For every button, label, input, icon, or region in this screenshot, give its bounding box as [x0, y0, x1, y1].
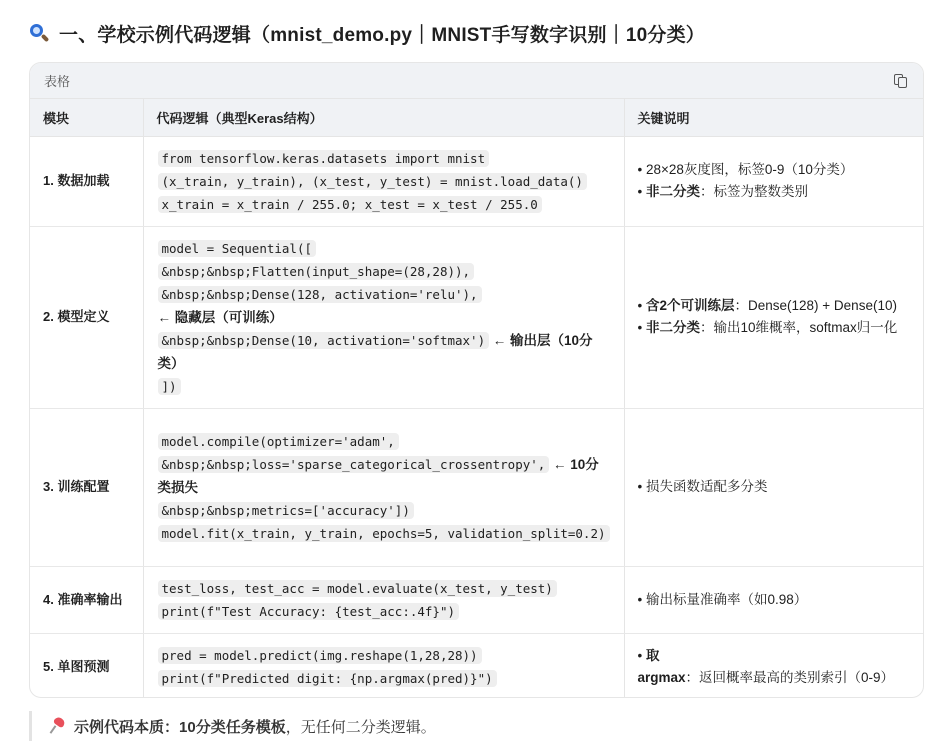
code-line [158, 522, 610, 545]
pushpin-icon [50, 718, 66, 734]
code-snippet: print(f"Predicted digit: {np.argmax(pred)}") [158, 670, 497, 687]
section-heading [29, 20, 705, 46]
quote-suffix: ，无任何二分类逻辑。 [285, 718, 436, 736]
notes-cell [624, 408, 923, 566]
code-line [158, 644, 610, 667]
table-row [30, 226, 923, 408]
bullet-emphasis: 含2个可训练层 [645, 298, 735, 313]
table-row [30, 408, 923, 566]
bullet-item: • 输出标量准确率（如0.98） [637, 591, 808, 607]
bullet-emphasis: 非二分类 [645, 184, 700, 199]
column-header-notes: 关键说明 [624, 99, 923, 136]
notes-cell [624, 566, 923, 633]
notes-cell [624, 136, 923, 226]
quote-text [74, 716, 436, 737]
code-annotation: ← 隐藏层（可训练） [157, 309, 283, 325]
code-snippet: model.compile(optimizer='adam', [158, 433, 399, 450]
code-snippet: (x_train, y_train), (x_test, y_test) = mnist.load_data() [158, 173, 587, 190]
code-line [158, 283, 610, 329]
bullet-text: ：返回概率最高的类别索引（0-9） [685, 669, 895, 685]
bullet-item: • 28×28灰度图，标签0-9（10分类） [637, 162, 854, 177]
table-row [30, 566, 923, 633]
code-line [158, 375, 610, 398]
code-line [158, 329, 610, 375]
code-snippet: pred = model.predict(img.reshape(1,28,28)) [158, 647, 482, 664]
code-snippet: test_loss, test_acc = model.evaluate(x_test, y_test) [158, 580, 557, 597]
bullet-text: 损失函数适配多分类 [645, 479, 768, 494]
code-line [158, 600, 610, 623]
bullet-item: • 含2个可训练层：Dense(128) + Dense(10) [637, 298, 897, 313]
table-card [29, 62, 924, 698]
bullet-text: ：标签为整数类别 [699, 184, 808, 199]
code-line [158, 577, 610, 600]
table-row [30, 633, 923, 698]
code-snippet: &nbsp;&nbsp;Dense(10, activation='softmax') [158, 332, 490, 349]
code-snippet: from tensorflow.keras.datasets import mnist [158, 150, 490, 167]
quote-emphasis: 10分类任务模板 [179, 718, 286, 736]
code-snippet: ]) [158, 378, 181, 395]
module-cell: 4. 准确率输出 [30, 566, 143, 633]
magnifier-icon [29, 23, 49, 43]
bullet-emphasis: 取argmax [637, 647, 686, 685]
code-snippet: model.fit(x_train, y_train, epochs=5, validation_split=0.2) [158, 525, 610, 542]
table-card-header [30, 63, 923, 99]
code-line [158, 453, 610, 499]
module-cell: 5. 单图预测 [43, 658, 110, 674]
code-line [158, 170, 610, 193]
column-header-module: 模块 [30, 99, 143, 136]
bullet-text: 28×28灰度图，标签0-9（10分类） [645, 162, 854, 177]
code-snippet: model = Sequential([ [158, 240, 317, 257]
code-snippet: &nbsp;&nbsp;loss='sparse_categorical_crossentropy', [158, 456, 550, 473]
module-cell: 2. 模型定义 [30, 226, 143, 408]
module-cell: 3. 训练配置 [30, 408, 143, 566]
code-cell [143, 226, 624, 408]
code-line [158, 147, 610, 170]
code-cell [143, 408, 624, 566]
column-header-code: 代码逻辑（典型Keras结构） [143, 99, 624, 136]
code-line [158, 667, 610, 690]
code-snippet: &nbsp;&nbsp;Dense(128, activation='relu'), [158, 286, 482, 303]
section-title: 一、学校示例代码逻辑（mnist_demo.py｜MNIST手写数字识别｜10分类） [59, 24, 706, 46]
bullet-item: • 损失函数适配多分类 [637, 479, 768, 494]
notes-cell [624, 226, 923, 408]
code-cell [143, 633, 624, 698]
notes-cell [624, 633, 923, 698]
quote-prefix: 示例代码本质： [74, 718, 180, 736]
code-annotation: ← 10分类损失 [157, 456, 599, 495]
code-line [158, 193, 610, 216]
code-snippet: x_train = x_train / 255.0; x_test = x_test / 255.0 [158, 196, 542, 213]
data-table [30, 99, 923, 698]
code-cell [143, 136, 624, 226]
code-line [158, 260, 610, 283]
table-row [30, 136, 923, 226]
bullet-text: ：Dense(128) + Dense(10) [734, 298, 897, 313]
summary-quote [29, 711, 436, 741]
code-cell [143, 566, 624, 633]
code-snippet: &nbsp;&nbsp;Flatten(input_shape=(28,28)), [158, 263, 475, 280]
bullet-item: • 非二分类：标签为整数类别 [637, 184, 808, 199]
bullet-text: ：输出10维概率，softmax归一化 [699, 320, 898, 335]
code-annotation: ← 输出层（10分类） [157, 332, 593, 371]
table-card-label: 表格 [44, 74, 71, 89]
code-snippet: &nbsp;&nbsp;metrics=['accuracy']) [158, 502, 414, 519]
bullet-item: • 取argmax：返回概率最高的类别索引（0-9） [637, 647, 895, 685]
code-line [158, 430, 610, 453]
bullet-emphasis: 非二分类 [645, 320, 700, 335]
copy-icon[interactable] [893, 73, 909, 89]
module-cell: 1. 数据加载 [30, 136, 143, 226]
bullet-text: 输出标量准确率（如0.98） [645, 591, 808, 607]
code-snippet: print(f"Test Accuracy: {test_acc:.4f}") [158, 603, 460, 620]
bullet-item: • 非二分类：输出10维概率，softmax归一化 [637, 320, 898, 335]
code-line [158, 499, 610, 522]
table-header-row [30, 99, 923, 136]
code-line [158, 237, 610, 260]
